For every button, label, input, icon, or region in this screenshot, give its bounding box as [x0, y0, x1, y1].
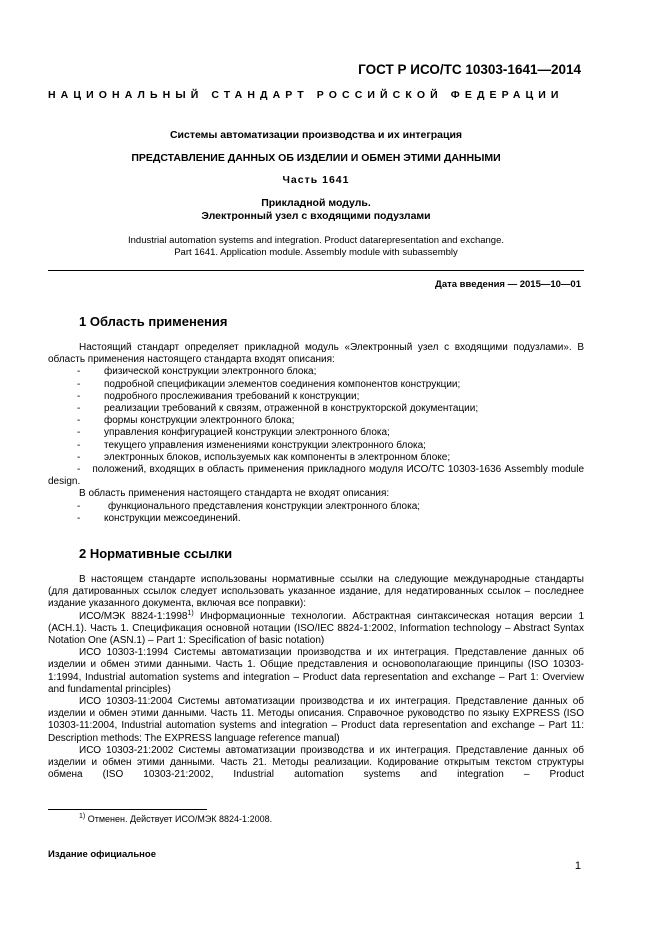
list-item-text: подробной спецификации элементов соединения компонентов конструкции;	[104, 378, 461, 390]
section1-exclusions-intro: В область применения настоящего стандарта не входят описания:	[79, 488, 390, 500]
footnote-text: Отменен. Действует ИСО/МЭК 8824-1:2008.	[85, 814, 273, 824]
title-english	[48, 235, 584, 258]
list-item-text: электронных блоков, используемых как компоненты в электронном блоке;	[104, 451, 451, 463]
title-module	[48, 197, 584, 222]
list-item-text: положений, входящих в область применения прикладного модуля ИСО/ТС 10303-1636 Assembly module design.	[48, 464, 584, 488]
list-dash: -	[77, 464, 81, 476]
section1-intro: Настоящий стандарт определяет прикладной модуль «Электронный узел с входящими подузлами». В область применения настоящего стандарта входят описания:	[48, 342, 584, 366]
header-divider	[48, 270, 584, 271]
list-item-wrapped	[48, 464, 584, 488]
title-part: Часть 1641	[282, 174, 350, 186]
list-item-text: подробного прослеживания требований к конструкции;	[104, 390, 360, 402]
list-item: - подробного прослеживания требований к конструкции;	[48, 391, 584, 403]
list-item-text: функционального представления конструкции электронного блока;	[108, 500, 421, 512]
footnote-divider	[48, 809, 207, 810]
list-item: - текущего управления изменениями конструкции электронного блока;	[48, 440, 584, 452]
list-item-text: текущего управления изменениями конструкции электронного блока;	[104, 439, 426, 451]
list-item: - подробной спецификации элементов соединения компонентов конструкции;	[48, 379, 584, 391]
list-item: - реализации требований к связям, отраженной в конструкторской документации;	[48, 403, 584, 415]
reference-item: ИСО 10303-11:2004 Системы автоматизации производства и их интеграция. Представление данных об изделии и обмен этими данными. Часть 11. Методы описания. Справочное руководство по языку EXPRESS (ISO 10303-11:2004, Industrial automation systems and integration – Product data representation and exchange – Part 11: Description methods: The EXPRESS language reference manual)	[48, 696, 584, 744]
reference-item: ИСО 10303-1:1994 Системы автоматизации производства и их интеграция. Представление данных об изделии и обмен этими данными. Часть 1. Общие представления и основополагающие принципы (ISO 10303-1:1994, Industrial automation systems and integration – Product data representation and exchange – Part 1: Overview and fundamental principles)	[48, 647, 584, 695]
list-item: - конструкции межсоединений.	[48, 513, 584, 525]
official-edition-label: Издание официальное	[48, 849, 156, 860]
section2-body	[48, 574, 584, 781]
section1-heading: 1 Область применения	[79, 314, 228, 329]
section2-intro: В настоящем стандарте использованы нормативные ссылки на следующие международные стандарты (для датированных ссылок следует использовать указанное издание, для недатированных ссылок – последнее издание указанного документа, включая все поправки):	[48, 574, 584, 610]
list-item-text: формы конструкции электронного блока;	[104, 415, 295, 427]
title-english-line2: Part 1641. Application module. Assembly module with subassembly	[174, 246, 458, 258]
page-number: 1	[574, 860, 581, 872]
list-item-text: конструкции межсоединений.	[104, 512, 241, 524]
list-item: - функционального представления конструкции электронного блока;	[48, 501, 584, 513]
list-item: - физической конструкции электронного блока;	[48, 366, 584, 378]
list-item-text: реализации требований к связям, отраженной в конструкторской документации;	[104, 403, 479, 415]
effective-date: Дата введения — 2015—10—01	[435, 279, 581, 290]
title-module-line2: Электронный узел с входящими подузлами	[201, 209, 431, 222]
title-series: Системы автоматизации производства и их интеграция	[169, 129, 463, 141]
section1-body	[48, 342, 584, 525]
list-item: - электронных блоков, используемых как компоненты в электронном блоке;	[48, 452, 584, 464]
reference-text: Информационные технологии. Абстрактная синтаксическая нотация версии 1 (АСН.1). Часть 1. Спецификация основной нотации (ISO/IEC 8824-1:2002, Information technology – Abstract Syntax Notation One (ASN.1) – Part 1: Specification of basic notation)	[48, 610, 585, 647]
reference-item: ИСО 10303-21:2002 Системы автоматизации производства и их интеграция. Представление данных об изделии и обмен этими данными. Часть 21. Методы реализации. Кодирование открытым текстом структуры обмена (ISO 10303-21:2002, Industrial automation systems and integration – Product	[48, 744, 584, 781]
footnote-number: 1)	[79, 813, 86, 820]
national-standard-heading: НАЦИОНАЛЬНЫЙ СТАНДАРТ РОССИЙСКОЙ ФЕДЕРАЦИИ	[48, 89, 564, 101]
reference-code: ИСО/МЭК 8824-1:1998	[79, 610, 188, 622]
reference-item	[48, 611, 584, 648]
footnote-marker: 1)	[187, 609, 194, 617]
title-english-line1: Industrial automation systems and integration. Product datarepresentation and exchange.	[127, 235, 504, 246]
section2-heading: 2 Нормативные ссылки	[79, 546, 233, 561]
title-module-line1: Прикладной модуль.	[261, 197, 371, 209]
title-main: ПРЕДСТАВЛЕНИЕ ДАННЫХ ОБ ИЗДЕЛИИ И ОБМЕН ЭТИМИ ДАННЫМИ	[131, 152, 501, 164]
list-item-text: управления конфигурацией конструкции электронного блока;	[104, 427, 390, 439]
list-item-text: физической конструкции электронного блока;	[104, 366, 317, 378]
footnote	[79, 814, 272, 824]
list-item: - формы конструкции электронного блока;	[48, 415, 584, 427]
list-item: - управления конфигурацией конструкции электронного блока;	[48, 427, 584, 439]
document-designation: ГОСТ Р ИСО/ТС 10303-1641—2014	[358, 62, 581, 77]
